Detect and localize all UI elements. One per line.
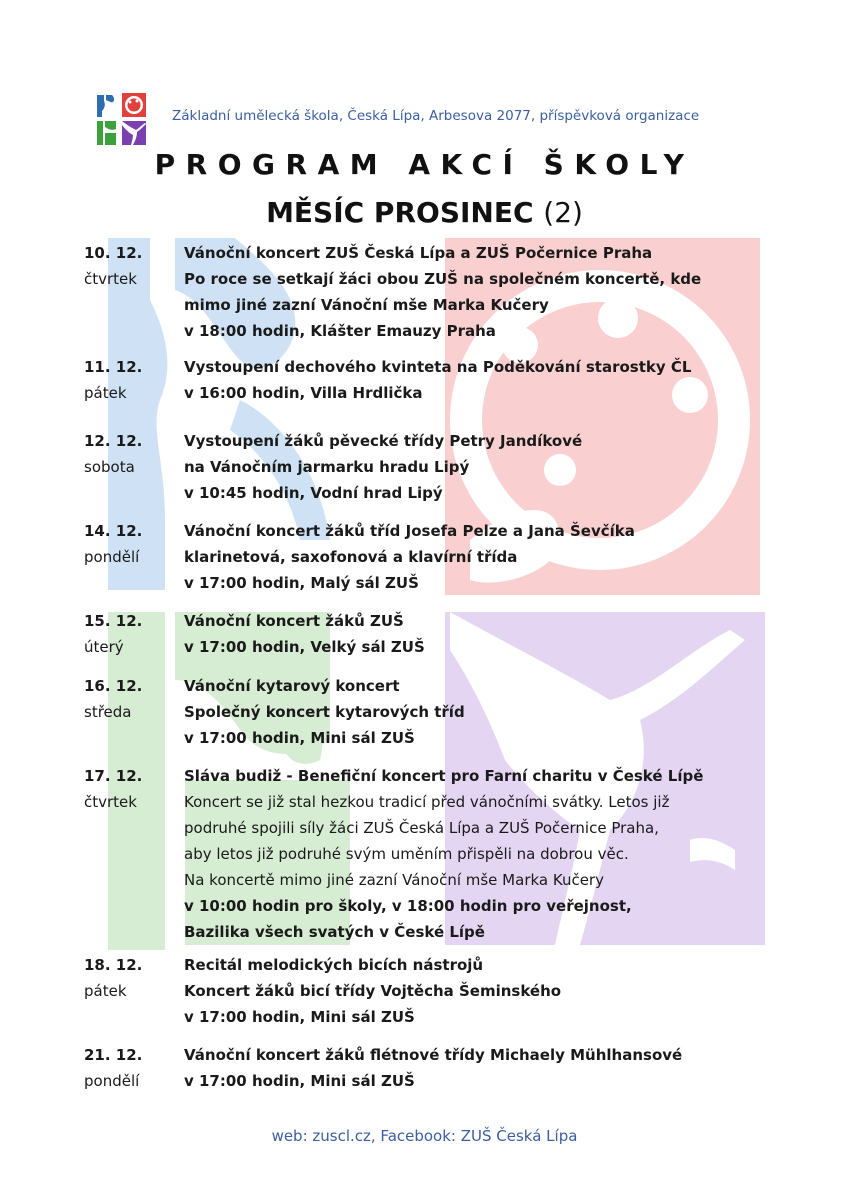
event-date: 15. 12. — [84, 612, 143, 630]
event-detail-line: v 17:00 hodin, Velký sál ZUŠ — [184, 638, 425, 656]
school-logo — [94, 93, 146, 145]
event-detail-line: v 18:00 hodin, Klášter Emauzy Praha — [184, 322, 496, 340]
event-detail-line: v 17:00 hodin, Mini sál ZUŠ — [184, 1072, 415, 1090]
event-detail-line: Vánoční kytarový koncert — [184, 677, 400, 695]
event-detail-line: Vánoční koncert žáků tříd Josefa Pelze a Jana Ševčíka — [184, 522, 635, 540]
event-detail-line: Společný koncert kytarových tříd — [184, 703, 465, 721]
event-detail-line: Vystoupení žáků pěvecké třídy Petry Jandíkové — [184, 432, 583, 450]
event-detail-line: v 10:00 hodin pro školy, v 18:00 hodin pro veřejnost, — [184, 897, 632, 915]
event-weekday: úterý — [84, 638, 124, 656]
event-detail-line: v 17:00 hodin, Malý sál ZUŠ — [184, 574, 419, 592]
event-detail-line: Recitál melodických bicích nástrojů — [184, 956, 484, 974]
event-detail-line: klarinetová, saxofonová a klavírní třída — [184, 548, 518, 566]
event-detail-line: mimo jiné zazní Vánoční mše Marka Kučery — [184, 296, 549, 314]
event-detail-line: podruhé spojili síly žáci ZUŠ Česká Lípa a ZUŠ Počernice Praha, — [184, 819, 659, 837]
page-title: PROGRAM AKCÍ ŠKOLY — [154, 148, 695, 181]
event-weekday: pátek — [84, 384, 127, 402]
event-detail-line: Koncert se již stal hezkou tradicí před vánočními svátky. Letos již — [184, 793, 670, 811]
event-detail-line: Vystoupení dechového kvinteta na Poděkování starostky ČL — [184, 358, 692, 376]
event-weekday: čtvrtek — [84, 793, 137, 811]
event-detail-line: Bazilika všech svatých v České Lípě — [184, 923, 485, 941]
event-weekday: pátek — [84, 982, 127, 1000]
event-detail-line: Vánoční koncert žáků ZUŠ — [184, 612, 404, 630]
event-weekday: pondělí — [84, 1072, 140, 1090]
event-detail-line: Vánoční koncert ZUŠ Česká Lípa a ZUŠ Počernice Praha — [184, 244, 653, 262]
event-date: 17. 12. — [84, 767, 143, 785]
event-detail-line: v 17:00 hodin, Mini sál ZUŠ — [184, 1008, 415, 1026]
subtitle-number: (2) — [543, 196, 583, 229]
event-detail-line: v 17:00 hodin, Mini sál ZUŠ — [184, 729, 415, 747]
event-detail-line: v 10:45 hodin, Vodní hrad Lipý — [184, 484, 443, 502]
event-weekday: pondělí — [84, 548, 140, 566]
event-detail-line: Vánoční koncert žáků flétnové třídy Michaely Mühlhansové — [184, 1046, 683, 1064]
event-detail-line: Koncert žáků bicí třídy Vojtěcha Šeminského — [184, 982, 562, 1000]
event-weekday: čtvrtek — [84, 270, 137, 288]
event-date: 18. 12. — [84, 956, 143, 974]
event-detail-line: aby letos již podruhé svým uměním přispěli na dobrou věc. — [184, 845, 629, 863]
school-name: Základní umělecká škola, Česká Lípa, Arbesova 2077, příspěvková organizace — [172, 108, 700, 124]
event-weekday: sobota — [84, 458, 135, 476]
event-date: 16. 12. — [84, 677, 143, 695]
footer-contact: web: zuscl.cz, Facebook: ZUŠ Česká Lípa — [271, 1127, 578, 1145]
event-detail-line: Po roce se setkají žáci obou ZUŠ na společném koncertě, kde — [184, 270, 702, 288]
page-subtitle — [0, 196, 849, 229]
event-date: 21. 12. — [84, 1046, 143, 1064]
event-detail-line: v 16:00 hodin, Villa Hrdlička — [184, 384, 423, 402]
event-date: 11. 12. — [84, 358, 143, 376]
event-date: 14. 12. — [84, 522, 143, 540]
event-weekday: středa — [84, 703, 132, 721]
event-detail-line: Na koncertě mimo jiné zazní Vánoční mše Marka Kučery — [184, 871, 604, 889]
event-detail-line: Sláva budiž - Benefiční koncert pro Farní charitu v České Lípě — [184, 767, 704, 785]
event-date: 10. 12. — [84, 244, 143, 262]
event-date: 12. 12. — [84, 432, 143, 450]
subtitle-month: MĚSÍC PROSINEC — [266, 196, 534, 229]
event-detail-line: na Vánočním jarmarku hradu Lipý — [184, 458, 470, 476]
